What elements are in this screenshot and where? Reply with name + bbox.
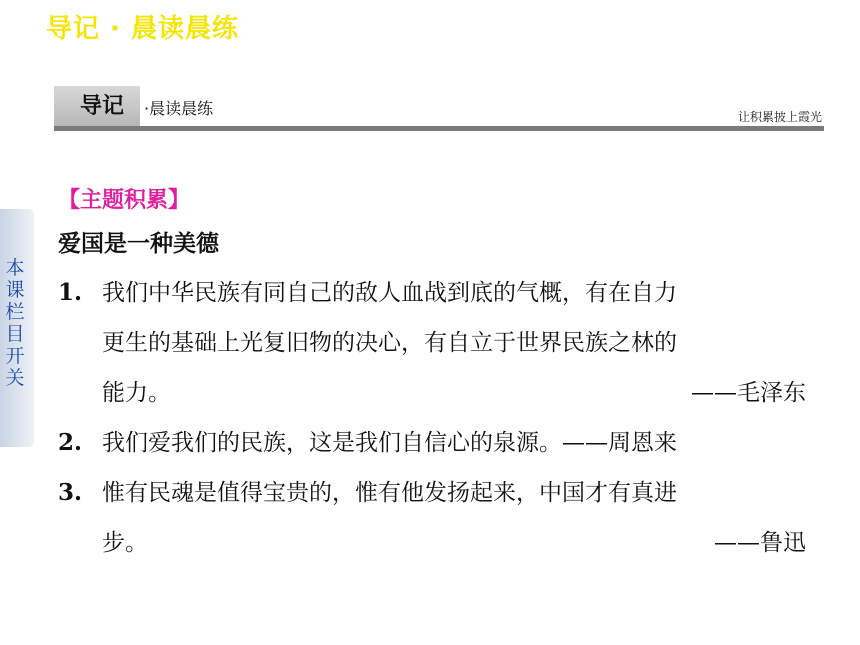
- header-sub-label: ·晨读晨练: [144, 99, 214, 118]
- header-motto: 让积累披上霞光: [737, 110, 822, 124]
- quote-number: 3.: [58, 479, 83, 506]
- quote-author: ——周恩来: [562, 430, 677, 456]
- slide-title: 导记 · 晨读晨练: [46, 14, 239, 44]
- quote-line: [102, 368, 818, 418]
- quote-item: [58, 268, 818, 418]
- column-toggle-tab[interactable]: [0, 209, 34, 447]
- slide-header: [54, 86, 824, 134]
- quote-line: [102, 418, 818, 468]
- quote-line: 我们中华民族有同自己的敌人血战到底的气概，有在自力: [102, 280, 677, 306]
- quote-author: ——鲁迅: [714, 530, 806, 556]
- quote-item: [58, 418, 818, 468]
- quote-line: 惟有民魂是值得宝贵的，惟有他发扬起来，中国才有真进: [102, 480, 677, 506]
- column-toggle-label: 本课栏目开关: [5, 257, 25, 389]
- quote-line: 更生的基础上光复旧物的决心，有自立于世界民族之林的: [102, 330, 677, 356]
- quote-line-text: 步。: [102, 530, 148, 556]
- header-divider: [54, 126, 824, 131]
- quote-author: ——毛泽东: [691, 380, 806, 406]
- section-label: 【主题积累】: [58, 187, 191, 213]
- quote-number: 1.: [58, 279, 83, 306]
- quote-item: [58, 468, 818, 568]
- quote-number: 2.: [58, 429, 83, 456]
- header-tab-label: 导记: [54, 86, 140, 126]
- quote-line-text: 我们爱我们的民族，这是我们自信心的泉源。: [102, 430, 562, 456]
- quote-line-text: 能力。: [102, 380, 171, 406]
- theme-heading: 爱国是一种美德: [58, 230, 219, 257]
- slide-content: [58, 180, 818, 568]
- quote-line: [102, 518, 818, 568]
